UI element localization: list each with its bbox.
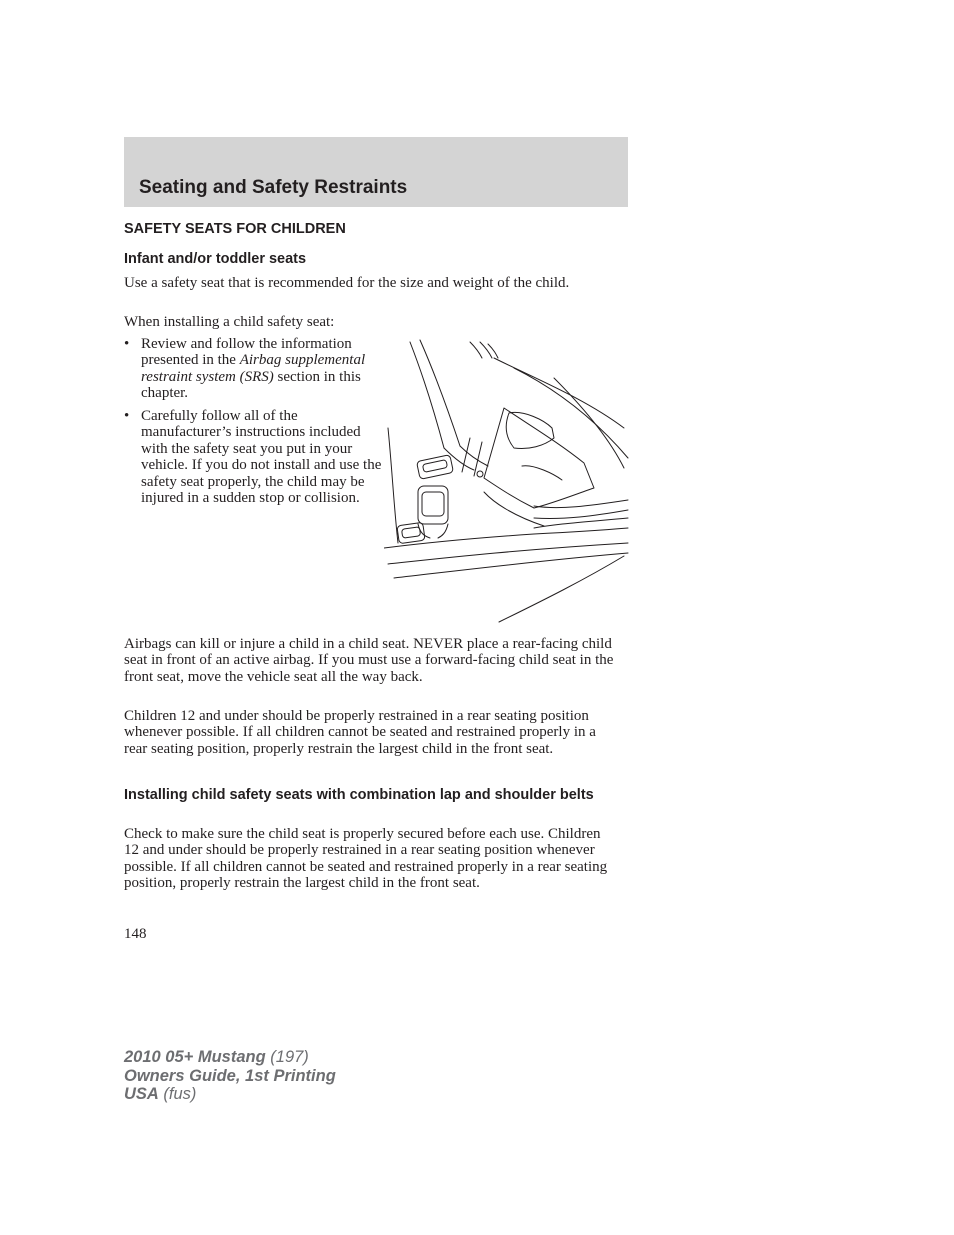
child-seat-buckle-illustration	[384, 338, 630, 628]
page-number: 148	[124, 926, 147, 942]
footer-line-region: USA (fus)	[124, 1085, 197, 1103]
page-header-title: Seating and Safety Restraints	[139, 177, 408, 198]
bullet-item-follow-instructions	[124, 408, 384, 524]
paragraph-children-12-under: Children 12 and under should be properly restrained in a rear seating position whenever possible. If all children cannot be seated and restrained properly in a rear seating position, properly restrain the largest child in the front seat.	[124, 708, 596, 757]
bullet-dot: •	[124, 336, 130, 352]
paragraph-recommended-seat: Use a safety seat that is recommended for the size and weight of the child.	[124, 275, 570, 291]
footer-line-guide: Owners Guide, 1st Printing	[124, 1066, 336, 1085]
paragraph-when-installing: When installing a child safety seat:	[124, 314, 335, 330]
subsection-title-combination-belts: Installing child safety seats with combination lap and shoulder belts	[124, 787, 594, 803]
section-title: SAFETY SEATS FOR CHILDREN	[124, 221, 346, 237]
bullet-text: Carefully follow all of the manufacturer’s instructions included with the safety seat you put in your vehicle. If you do not install and use the safety seat properly, the child may be injured in a sudden stop or collision.	[141, 408, 382, 507]
bullet-text: Review and follow the information presented in the Airbag supplemental restraint system (SRS) section in this chapter.	[141, 336, 366, 402]
document-footer	[124, 1048, 336, 1104]
subsection-title-infant-seats: Infant and/or toddler seats	[124, 251, 307, 267]
bullet-dot: •	[124, 408, 130, 424]
footer-line-model: 2010 05+ Mustang (197)	[124, 1048, 309, 1066]
paragraph-airbag-warning: Airbags can kill or injure a child in a child seat. NEVER place a rear-facing child seat in front of an active airbag. If you must use a forward-facing child seat in the front seat, move the vehicle seat all the way back.	[124, 636, 614, 685]
bullet-item-review	[124, 336, 384, 402]
paragraph-check-secured: Check to make sure the child seat is properly secured before each use. Children 12 and under should be properly restrained in a rear seating position whenever possible. If all children cannot be seated and restrained properly in a rear seating position, properly restrain the largest child in the front seat.	[124, 826, 608, 892]
